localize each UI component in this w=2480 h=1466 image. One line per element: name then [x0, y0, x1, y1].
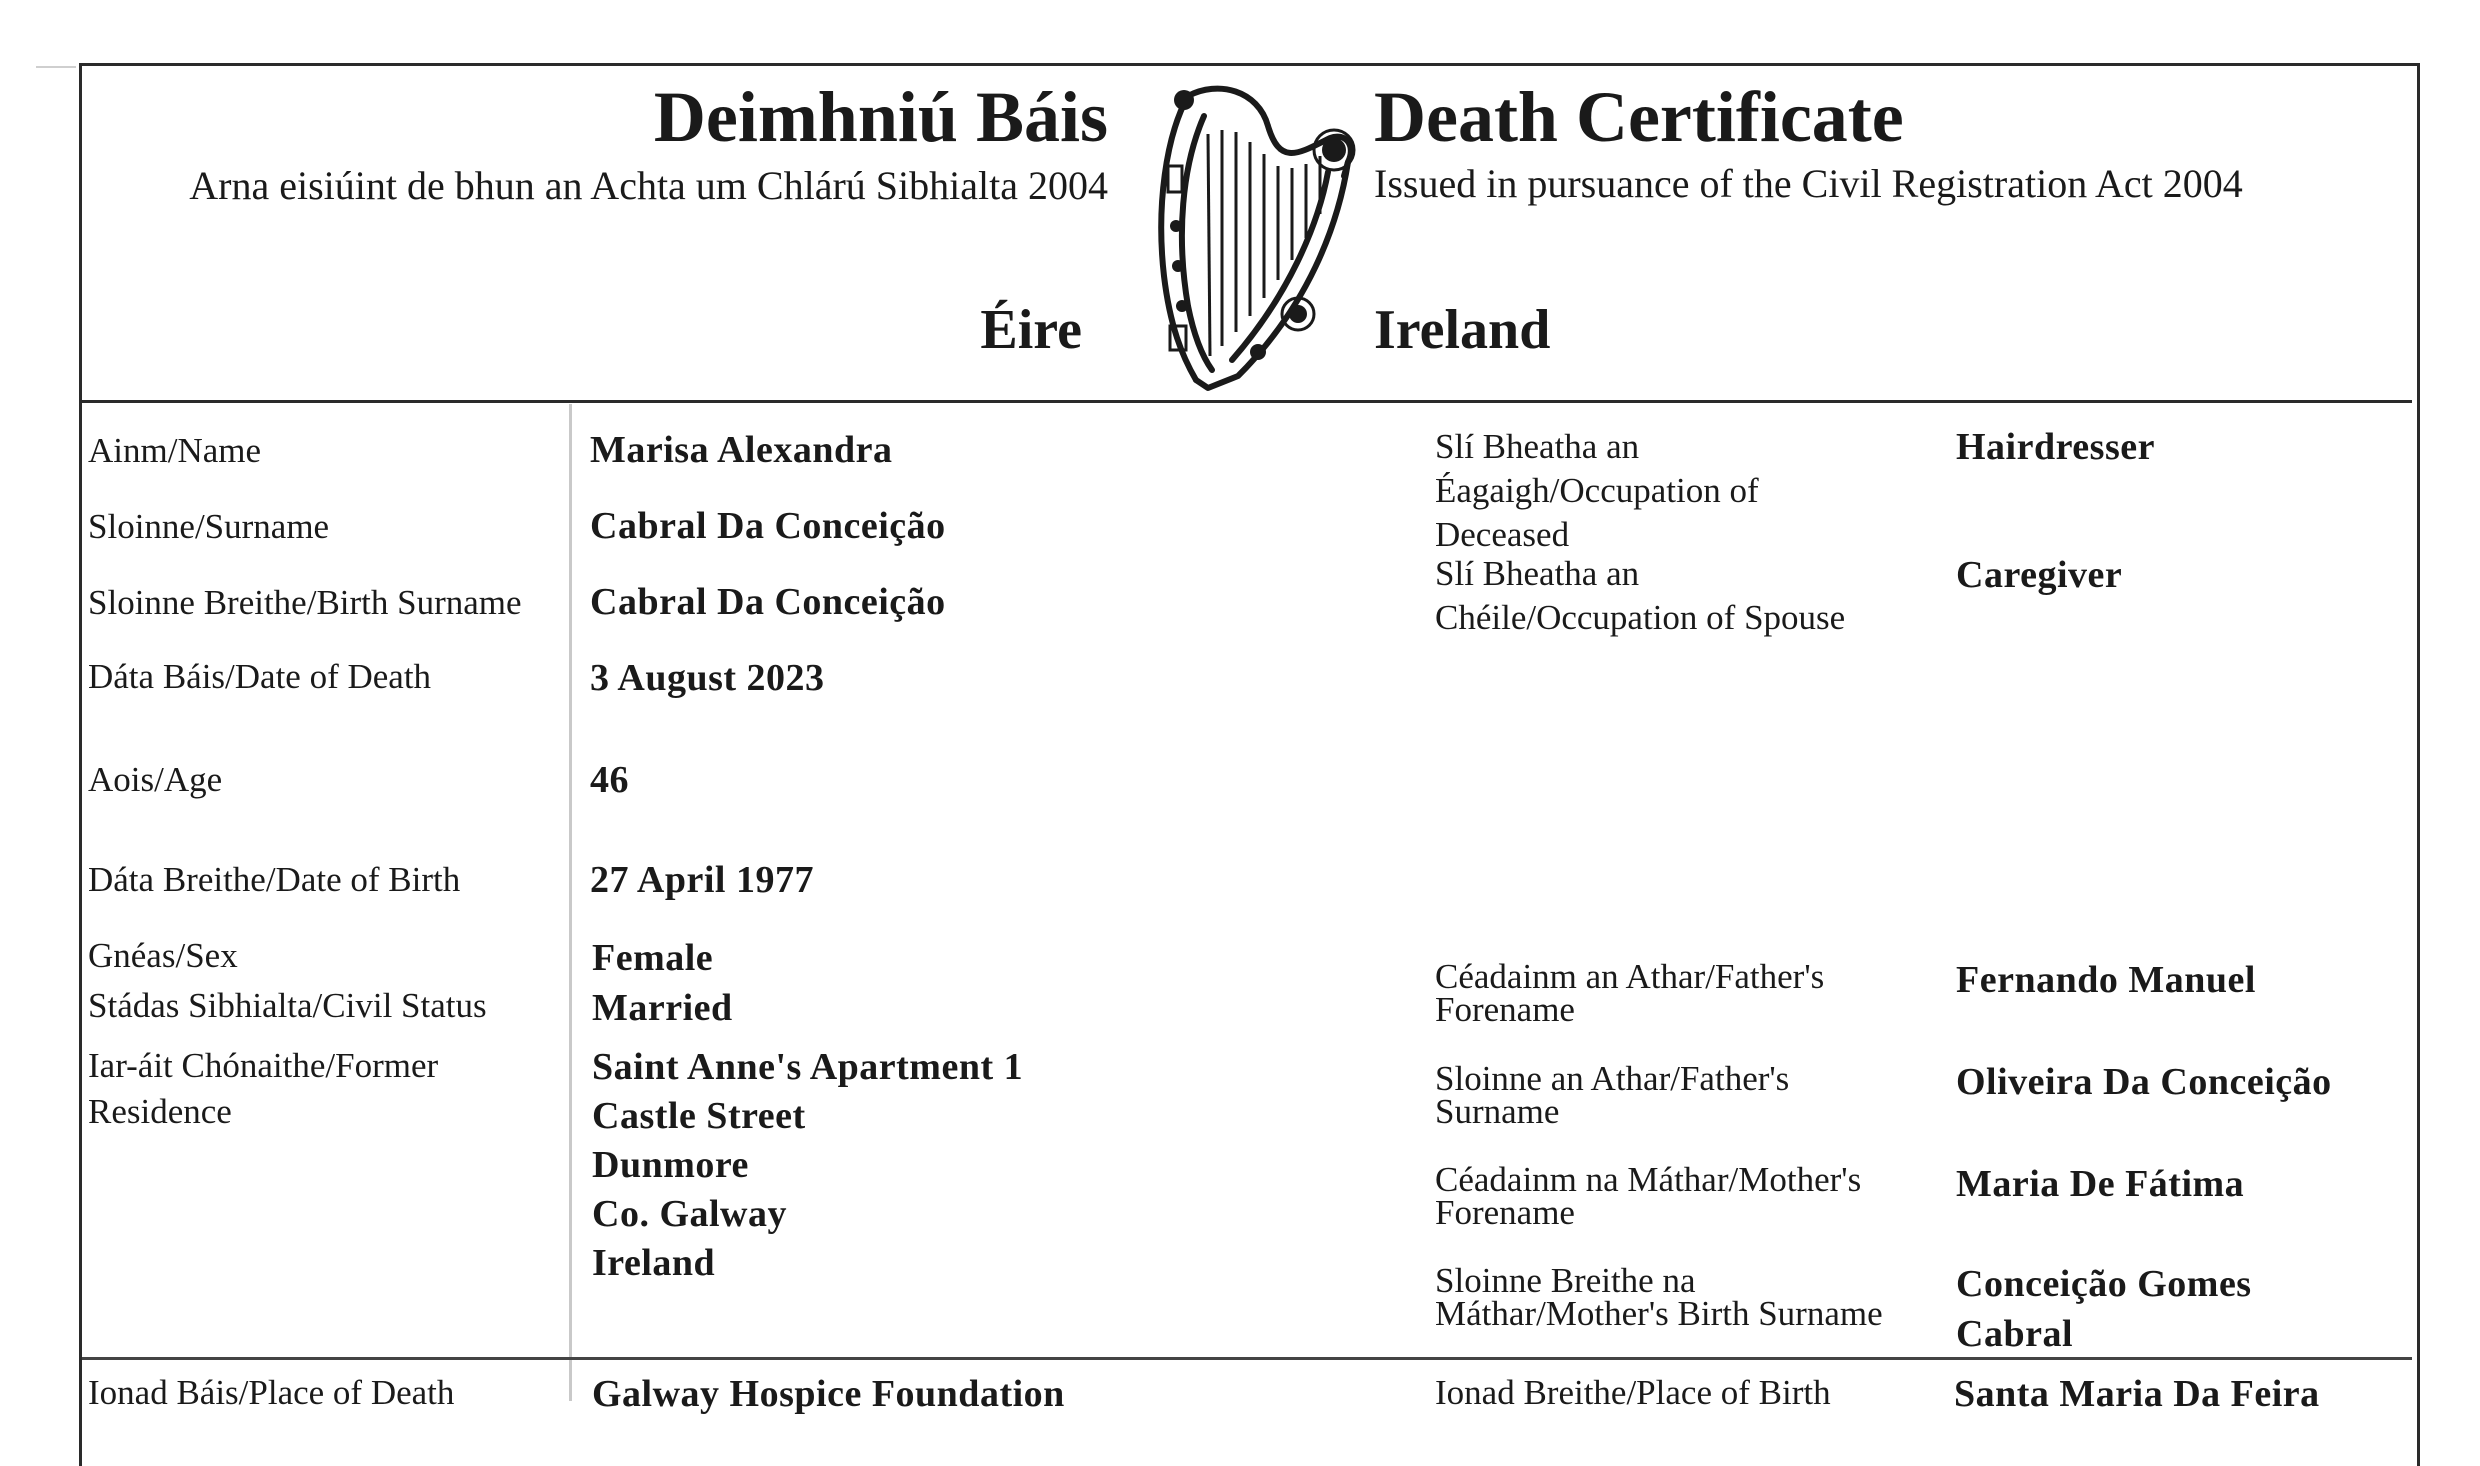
address-line: Dunmore [592, 1144, 749, 1186]
value-birth-surname: Cabral Da Conceição [590, 581, 946, 623]
label-place-of-death: Ionad Báis/Place of Death [88, 1373, 455, 1412]
address-line: Co. Galway [592, 1193, 787, 1235]
title-irish: Deimhniú Báis [653, 77, 1108, 157]
value-civil-status: Married [592, 987, 733, 1029]
harp-icon [1148, 76, 1358, 400]
value-mother-birth-surname-line2: Cabral [1956, 1313, 2073, 1355]
value-date-of-death: 3 August 2023 [590, 657, 825, 699]
label-age: Aois/Age [88, 760, 223, 799]
label-place-of-birth: Ionad Breithe/Place of Birth [1435, 1373, 1831, 1412]
label-sex: Gnéas/Sex [88, 936, 238, 975]
subtitle-irish: Arna eisiúint de bhun an Achta um Chlárú Sibhialta 2004 [189, 163, 1108, 208]
value-occupation-deceased: Hairdresser [1956, 426, 2155, 468]
address-line: Castle Street [592, 1095, 806, 1137]
value-place-of-death: Galway Hospice Foundation [592, 1373, 1065, 1415]
scan-edge [36, 66, 76, 68]
country-irish: Éire [980, 299, 1082, 361]
value-sex: Female [592, 937, 714, 979]
header-divider [82, 400, 2412, 403]
value-name: Marisa Alexandra [590, 429, 893, 471]
value-date-of-birth: 27 April 1977 [590, 859, 814, 901]
value-father-surname: Oliveira Da Conceição [1956, 1061, 2332, 1103]
value-age: 46 [590, 759, 629, 801]
label-father-surname: Sloinne an Athar/Father's Surname [1435, 1059, 1790, 1131]
address-line: Ireland [592, 1242, 716, 1284]
address-line: Saint Anne's Apartment 1 [592, 1046, 1024, 1088]
label-occupation-spouse: Slí Bheatha an Chéile/Occupation of Spouse [1435, 554, 1846, 637]
label-name: Ainm/Name [88, 431, 262, 470]
label-civil-status: Stádas Sibhialta/Civil Status [88, 986, 487, 1025]
value-mother-birth-surname-line1: Conceição Gomes [1956, 1263, 2252, 1305]
label-occupation-deceased: Slí Bheatha an Éagaigh/Occupation of Deceased [1435, 427, 1759, 554]
row-divider [82, 1357, 2412, 1360]
value-occupation-spouse: Caregiver [1956, 554, 2123, 596]
label-mother-birth-surname: Sloinne Breithe na Máthar/Mother's Birth Surname [1435, 1261, 1883, 1333]
value-father-forename: Fernando Manuel [1956, 959, 2256, 1001]
title-english: Death Certificate [1374, 77, 1904, 157]
label-surname: Sloinne/Surname [88, 507, 330, 546]
label-residence-line1: Iar-áit Chónaithe/Former [88, 1046, 439, 1085]
value-place-of-birth: Santa Maria Da Feira [1954, 1373, 2320, 1415]
label-mother-forename: Céadainm na Máthar/Mother's Forename [1435, 1160, 1862, 1232]
residence-address [592, 1043, 1023, 1288]
label-date-of-birth: Dáta Breithe/Date of Birth [88, 860, 461, 899]
label-father-forename: Céadainm an Athar/Father's Forename [1435, 957, 1825, 1029]
column-divider [569, 404, 572, 1401]
label-residence-line2: Residence [88, 1092, 232, 1131]
country-english: Ireland [1374, 299, 1551, 361]
value-surname: Cabral Da Conceição [590, 505, 946, 547]
value-mother-forename: Maria De Fátima [1956, 1163, 2245, 1205]
label-birth-surname: Sloinne Breithe/Birth Surname [88, 583, 522, 622]
label-date-of-death: Dáta Báis/Date of Death [88, 657, 432, 696]
subtitle-english: Issued in pursuance of the Civil Registration Act 2004 [1374, 161, 2243, 206]
